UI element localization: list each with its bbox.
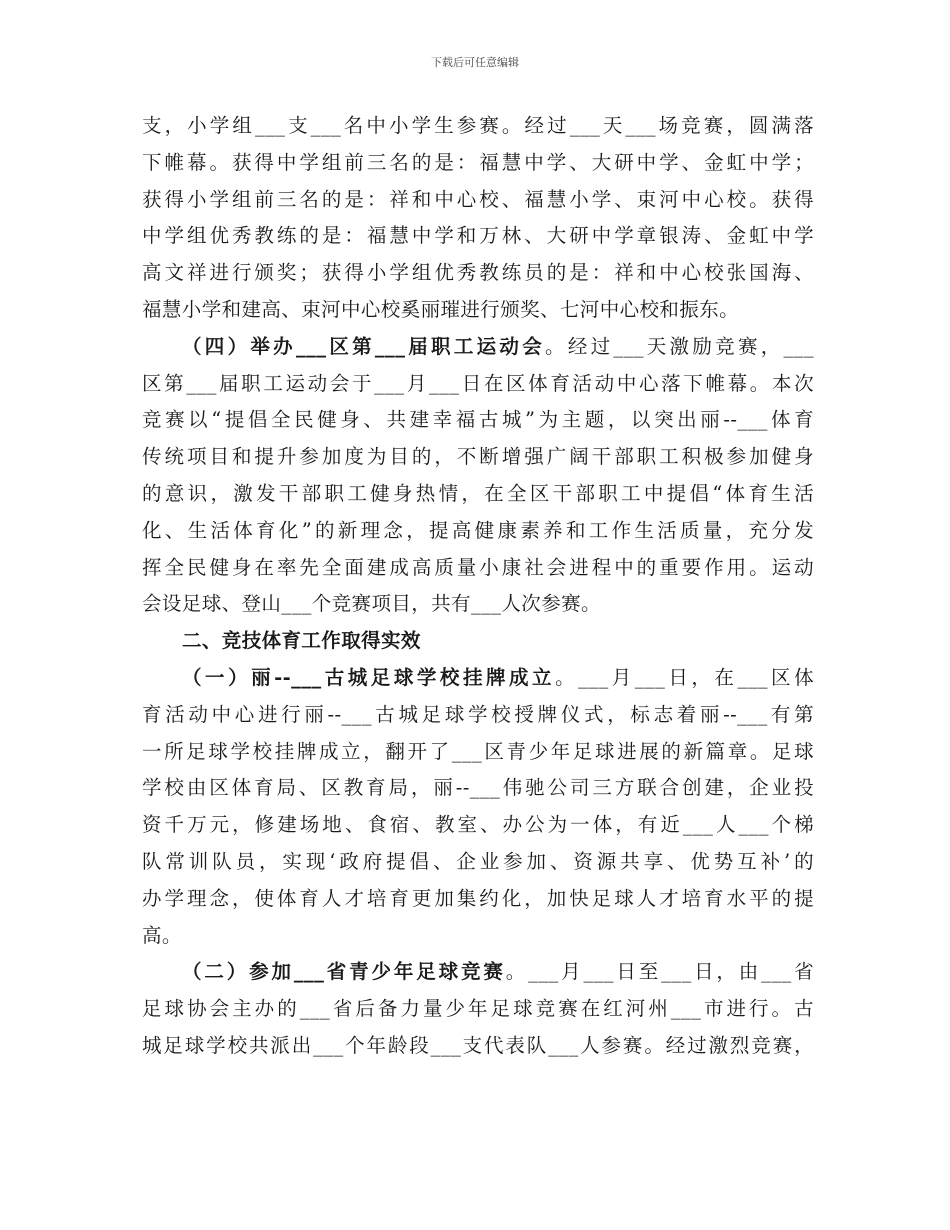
- text-line: 化、生活体育化”的新理念，提高健康素养和工作生活质量，充分发: [142, 518, 814, 542]
- document-body: [142, 108, 814, 1065]
- text-line: 会设足球、登山___个竞赛项目，共有___人次参赛。: [142, 592, 601, 616]
- text-line: 高。: [142, 923, 182, 947]
- text-line: 支，小学组___支___名中小学生参赛。经过___天___场竞赛，圆满落: [142, 114, 814, 137]
- section-heading-2: 二、竞技体育工作取得实效: [182, 629, 421, 653]
- paragraph-start: [142, 660, 814, 697]
- text-line: 办学理念，使体育人才培育更加集约化，加快足球人才培育水平的提: [142, 886, 814, 910]
- text-line: 挥全民健身在率先全面建成高质量小康社会进程中的重要作用。运动: [142, 555, 814, 579]
- paragraph-start: [142, 329, 814, 366]
- text-line: 学校由区体育局、区教育局，丽--___伟驰公司三方联合创建，企业投: [142, 776, 814, 800]
- section-heading-4: （四）举办___区第___届职工运动会: [182, 334, 546, 358]
- text-line: 竞赛以“提倡全民健身、共建幸福古城”为主题，以突出丽--___体育: [142, 408, 814, 432]
- text-line: 足球协会主办的___省后备力量少年足球竞赛在红河州___市进行。古: [142, 997, 814, 1021]
- section-heading-1: （一）丽--___古城足球学校挂牌成立: [182, 665, 556, 689]
- paragraph-start: [142, 954, 814, 991]
- text-line: 育活动中心进行丽--___古城足球学校授牌仪式，标志着丽--___有第: [142, 702, 814, 726]
- text-span: 。___月___日，在___区体: [555, 665, 814, 689]
- text-line: 的意识，激发干部职工健身热情，在全区干部职工中提倡“体育生活: [142, 481, 814, 505]
- text-line: 传统项目和提升参加度为目的，不断增强广阔干部职工积极参加健身: [142, 445, 814, 469]
- text-line: 资千万元，修建场地、食宿、教室、办公为一体，有近___人___个梯: [142, 813, 814, 837]
- text-line: 高文祥进行颁奖；获得小学组优秀教练员的是：祥和中心校张国海、: [142, 261, 814, 285]
- text-line: 城足球学校共派出___个年龄段___支代表队___人参赛。经过激烈竞赛，: [142, 1033, 814, 1057]
- text-line: 获得小学组前三名的是：祥和中心校、福慧小学、束河中心校。获得: [142, 187, 814, 211]
- section-heading-2-sub: （二）参加___省青少年足球竞赛: [182, 960, 506, 984]
- text-span: 。经过___天激励竞赛，___: [545, 334, 814, 358]
- text-line: 队常训队员，实现‘政府提倡、企业参加、资源共享、优势互补’的: [142, 849, 814, 873]
- text-span: 。___月___日至___日，由___省: [505, 960, 815, 984]
- text-line: 下帷幕。获得中学组前三名的是：福慧中学、大研中学、金虹中学；: [142, 150, 814, 174]
- page-header: 下载后可任意编辑: [431, 56, 519, 69]
- text-line: 一所足球学校挂牌成立，翻开了___区青少年足球进展的新篇章。足球: [142, 739, 814, 763]
- text-line: 区第___届职工运动会于___月___日在区体育活动中心落下帷幕。本次: [142, 371, 814, 395]
- text-line: 中学组优秀教练的是：福慧中学和万林、大研中学章银涛、金虹中学: [142, 224, 814, 248]
- text-line: 福慧小学和建高、束河中心校奚丽璀进行颁奖、七河中心校和振东。: [142, 297, 740, 321]
